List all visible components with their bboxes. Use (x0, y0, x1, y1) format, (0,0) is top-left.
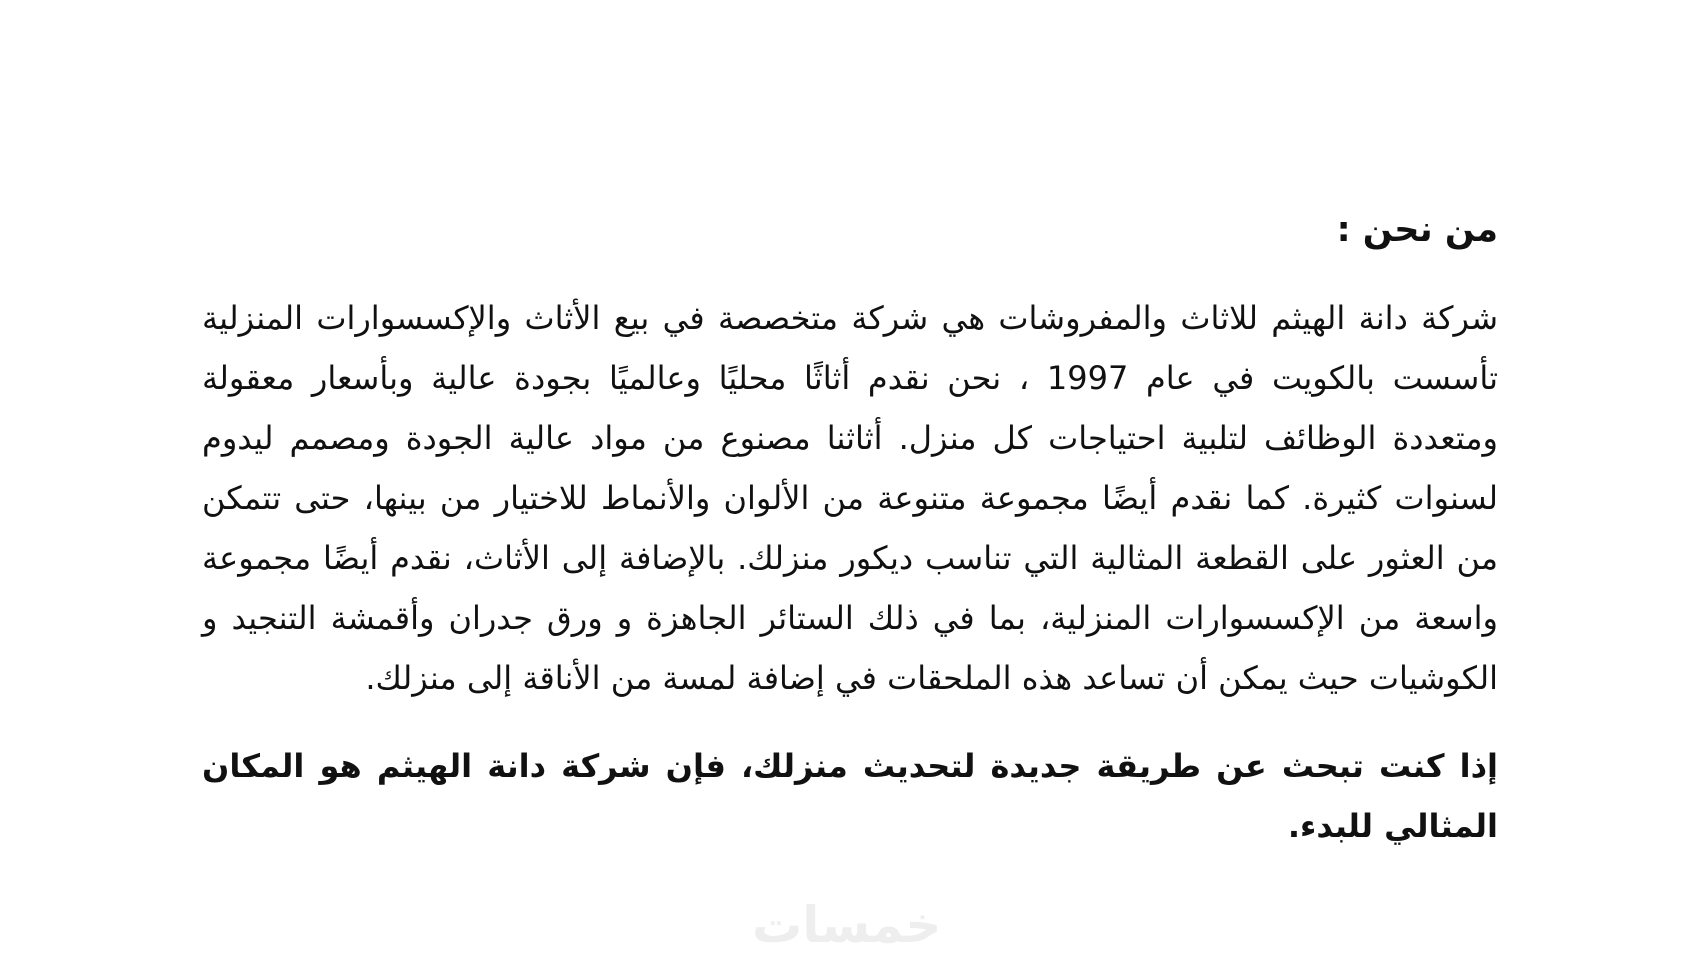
call-to-action-paragraph: إذا كنت تبحث عن طريقة جديدة لتحديث منزلك، فإن شركة دانة الهيثم هو المكان المثالي للبدء. (202, 747, 1498, 845)
document-content (202, 200, 1498, 856)
section-heading: من نحن : (1336, 210, 1498, 250)
about-paragraph: شركة دانة الهيثم للاثاث والمفروشات هي شركة متخصصة في بيع الأثاث والإكسسوارات المنزلية تأسست بالكويت في عام 1997 ، نحن نقدم أثاثًا محليًا وعالميًا بجودة عالية وبأسعار معقولة ومتعددة الوظائف لتلبية احتياجات كل منزل. أثاثنا مصنوع من مواد عالية الجودة ومصمم ليدوم لسنوات كثيرة. كما نقدم أيضًا مجموعة متنوعة من الألوان والأنماط للاختيار من بينها، حتى تتمكن من العثور على القطعة المثالية التي تناسب ديكور منزلك. بالإضافة إلى الأثاث، نقدم أيضًا مجموعة واسعة من الإكسسوارات المنزلية، بما في ذلك الستائر الجاهزة و ورق جدران وأقمشة التنجيد و الكوشيات حيث يمكن أن تساعد هذه الملحقات في إضافة لمسة من الأناقة إلى منزلك. (202, 299, 1499, 697)
watermark-logo: خمسات (752, 896, 942, 954)
